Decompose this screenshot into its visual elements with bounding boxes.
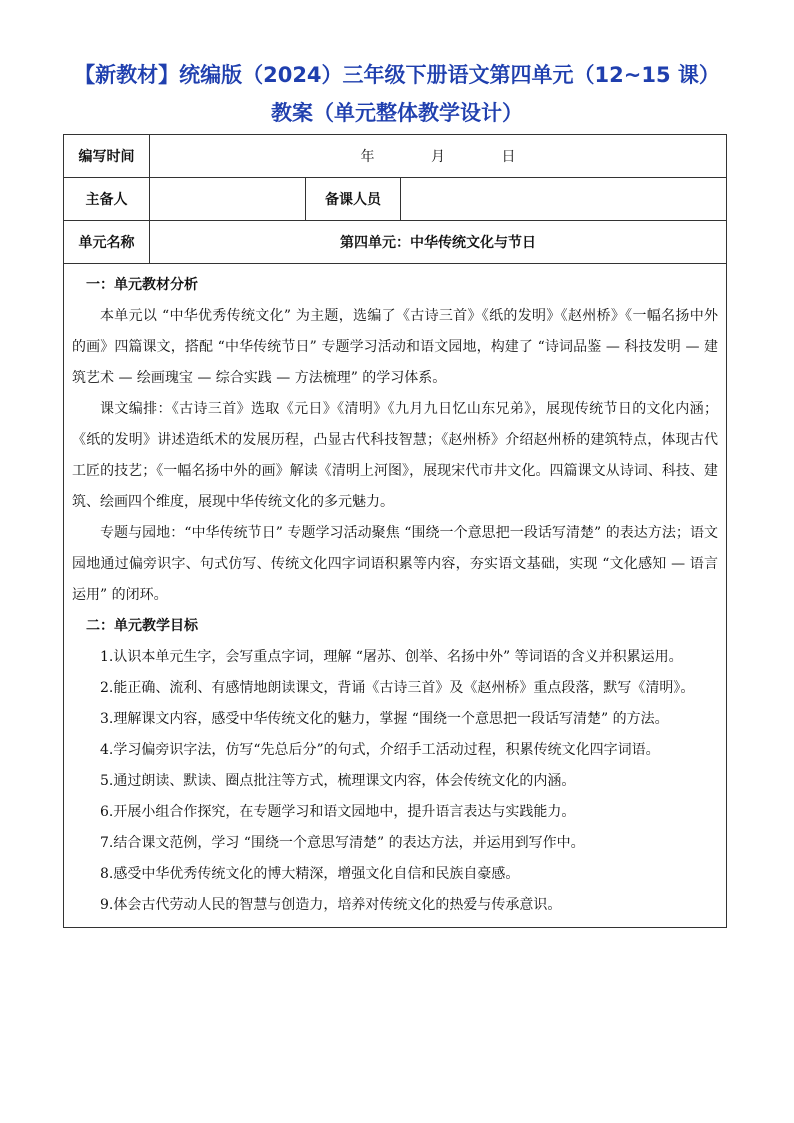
co-preparers-value[interactable] — [401, 178, 727, 221]
write-time-label: 编写时间 — [64, 135, 150, 178]
section1-paragraph-3: 专题与园地：“中华传统节日” 专题学习活动聚焦 “围绕一个意思把一段话写清楚” 的表达方法；语文园地通过偏旁识字、句式仿写、传统文化四字词语积累等内容，夯实语文基础，实现 “文化感知 — 语言运用” 的闭环。 — [72, 525, 719, 603]
section1-paragraph-1: 本单元以 “中华优秀传统文化” 为主题，选编了《古诗三首》《纸的发明》《赵州桥》《一幅名扬中外的画》四篇课文，搭配 “中华传统节日” 专题学习活动和语文园地，构建了 “诗词品鉴 — 科技发明 — 建筑艺术 — 绘画瑰宝 — 综合实践 — 方法梳理” 的学习体系。 — [72, 308, 719, 386]
section1-paragraph-2: 课文编排：《古诗三首》选取《元日》《清明》《九月九日忆山东兄弟》，展现传统节日的文化内涵；《纸的发明》讲述造纸术的发展历程，凸显古代科技智慧；《赵州桥》介绍赵州桥的建筑特点，体现古代工匠的技艺；《一幅名扬中外的画》解读《清明上河图》，展现宋代市井文化。四篇课文从诗词、科技、建筑、绘画四个维度，展现中华传统文化的多元魅力。 — [72, 401, 719, 510]
title-line-2: 教案（单元整体教学设计） — [271, 101, 523, 125]
objective-item: 2.能正确、流利、有感情地朗读课文，背诵《古诗三首》及《赵州桥》重点段落，默写《清明》。 — [100, 680, 695, 696]
co-preparers-label: 备课人员 — [306, 178, 401, 221]
objective-item: 8.感受中华优秀传统文化的博大精深，增强文化自信和民族自豪感。 — [100, 866, 520, 882]
unit-name-row — [64, 221, 727, 264]
lesson-plan-table — [63, 134, 727, 928]
main-preparer-label: 主备人 — [64, 178, 150, 221]
objective-item: 4.学习偏旁识字法，仿写“先总后分”的句式，介绍手工活动过程，积累传统文化四字词语。 — [100, 742, 660, 758]
title-line-1: 【新教材】统编版（2024）三年级下册语文第四单元（12~15 课） — [74, 63, 720, 87]
objective-item: 5.通过朗读、默读、圈点批注等方式，梳理课文内容，体会传统文化的内涵。 — [100, 773, 576, 789]
objective-item: 7.结合课文范例，学习 “围绕一个意思写清楚” 的表达方法，并运用到写作中。 — [100, 835, 585, 851]
preparer-row — [64, 178, 727, 221]
section2-heading: 二：单元教学目标 — [86, 618, 198, 634]
main-preparer-value[interactable] — [150, 178, 306, 221]
date-year: 年 — [360, 149, 375, 165]
write-time-row — [64, 135, 727, 178]
objective-item: 9.体会古代劳动人民的智慧与创造力，培养对传统文化的热爱与传承意识。 — [100, 897, 562, 913]
objective-item: 6.开展小组合作探究，在专题学习和语文园地中，提升语言表达与实践能力。 — [100, 804, 576, 820]
content-cell — [64, 264, 727, 928]
write-time-value[interactable] — [150, 135, 727, 178]
date-month: 月 — [431, 149, 445, 165]
unit-name-value: 第四单元：中华传统文化与节日 — [150, 221, 727, 264]
objective-item: 3.理解课文内容，感受中华传统文化的魅力，掌握 “围绕一个意思把一段话写清楚” 的方法。 — [100, 711, 669, 727]
unit-name-label: 单元名称 — [64, 221, 150, 264]
objective-item: 1.认识本单元生字，会写重点字词，理解 “屠苏、创举、名扬中外” 等词语的含义并积累运用。 — [100, 649, 683, 665]
date-day: 日 — [501, 149, 516, 165]
content-row — [64, 264, 727, 928]
section1-heading: 一：单元教材分析 — [86, 277, 198, 293]
document-title — [0, 56, 794, 132]
